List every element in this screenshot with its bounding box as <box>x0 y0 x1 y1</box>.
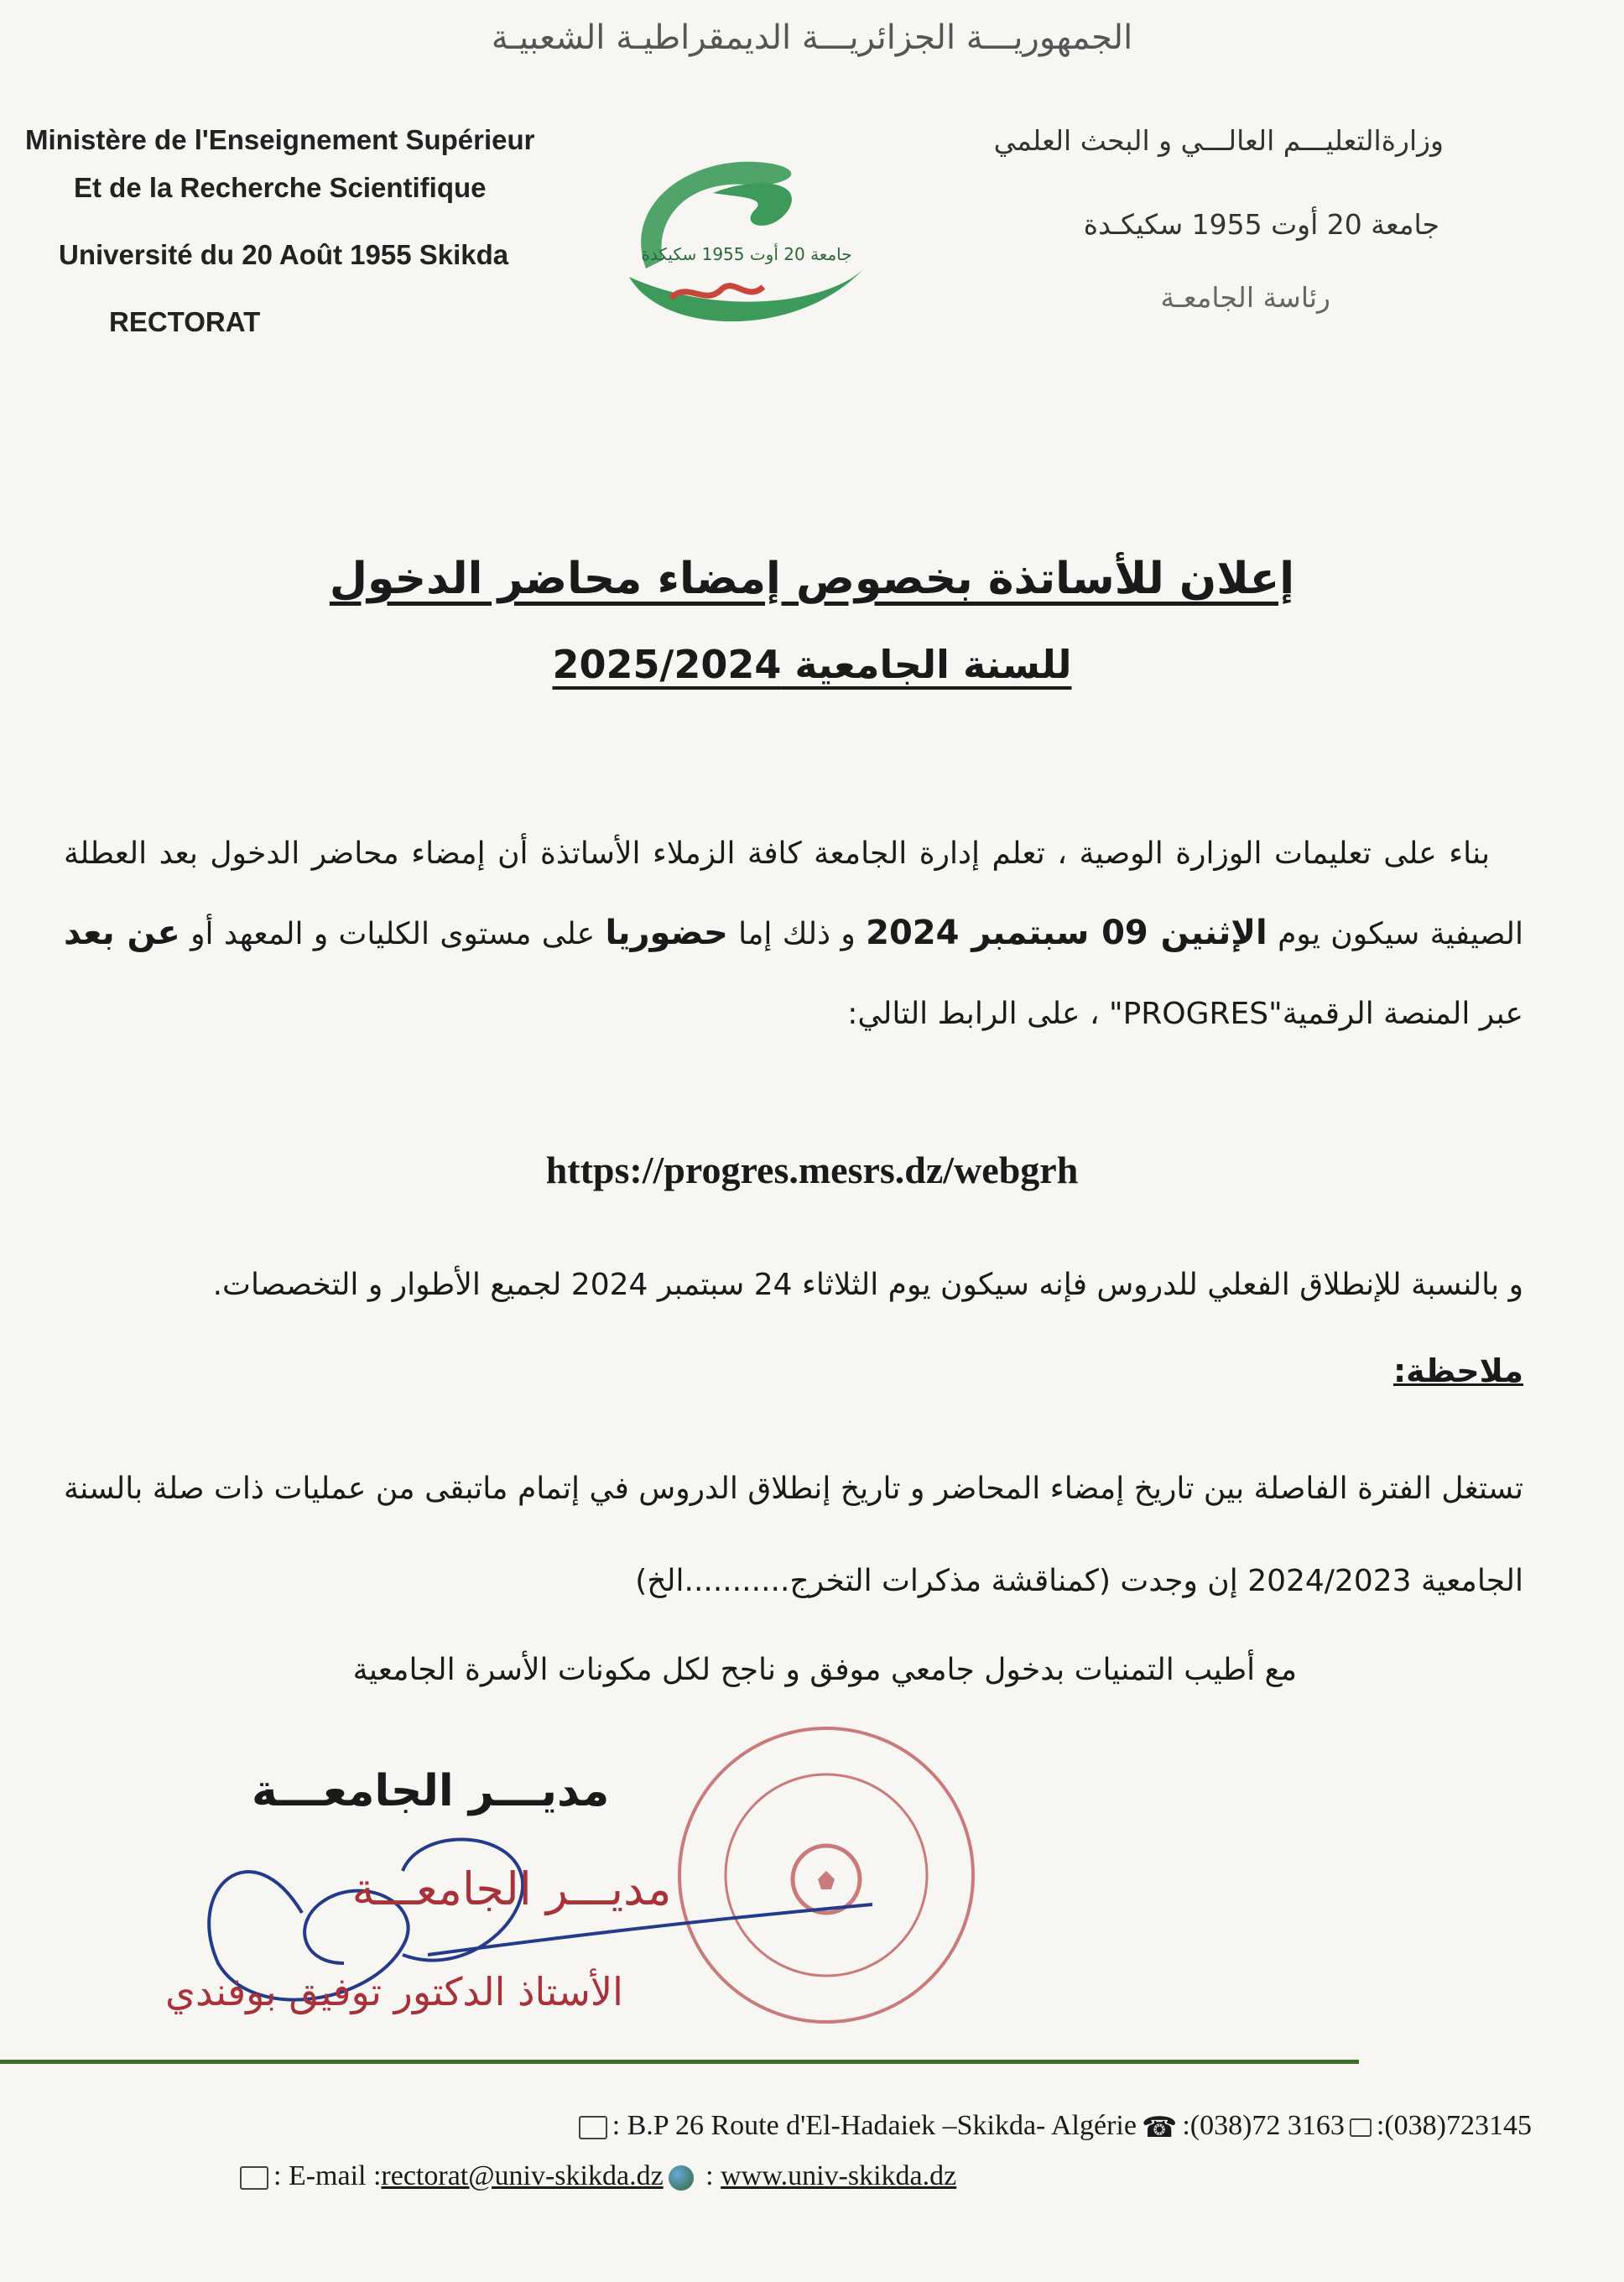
website-link[interactable]: www.univ-skikda.dz <box>721 2160 957 2191</box>
announcement-title: إعلان للأساتذة بخصوص إمضاء محاضر الدخول <box>329 554 1295 604</box>
presence-emphasis: حضوريا <box>605 914 728 952</box>
director-title: مديـــر الجامعـــة <box>252 1766 610 1816</box>
note-text: تستغل الفترة الفاصلة بين تاريخ إمضاء المحاضر و تاريخ إنطلاق الدروس في إتمام ماتبقى من عمليات ذات صلة بالسنة الجامعية 2024/2023 إن وجدت (كمناقشة مذكرات التخرج...........الخ) <box>64 1472 1523 1598</box>
note-label: ملاحظة: <box>1392 1352 1523 1389</box>
email-label: : E-mail : <box>273 2160 382 2191</box>
fax-text: :(038)723145 <box>1376 2110 1532 2141</box>
rectorat-label: RECTORAT <box>109 306 261 337</box>
address-icon <box>579 2116 607 2139</box>
rectorat-ar-line: رئاسة الجامعـة <box>1160 281 1330 314</box>
date-emphasis: الإثنين 09 سبتمبر 2024 <box>866 914 1267 952</box>
email-icon <box>240 2166 268 2190</box>
globe-icon <box>669 2165 694 2191</box>
phone-text: :(038)72 3163 <box>1182 2110 1345 2141</box>
progres-link[interactable]: https://progres.mesrs.dz/webgrh <box>545 1149 1079 1191</box>
footer-online-line <box>235 2160 956 2192</box>
ministry-fr-line-1: Ministère de l'Enseignement Supérieur <box>25 124 535 155</box>
fax-icon <box>1350 2118 1372 2137</box>
university-ar-line: جامعة 20 أوت 1955 سكيكـدة <box>1083 208 1439 241</box>
handwritten-signature <box>151 1795 906 2047</box>
ministry-ar-line: وزارةالتعليـــم العالـــي و البحث العلمي <box>993 124 1444 157</box>
footer-rule <box>0 2060 1359 2064</box>
paragraph-classes-start: و بالنسبة للإنطلاق الفعلي للدروس فإنه سيكون يوم الثلاثاء 24 سبتمبر 2024 لجميع الأطوار و التخصصات. <box>212 1268 1523 1302</box>
handwritten-title: مديـــر الجامعـــة <box>351 1863 672 1915</box>
wishes-text: مع أطيب التمنيات بدخول جامعي موفق و ناجح لكل مكونات الأسرة الجامعية <box>352 1653 1297 1687</box>
director-name: الأستاذ الدكتور توفيق بوفندي <box>165 1969 623 2014</box>
paragraph-main: بناء على تعليمات الوزارة الوصية ، تعلم إدارة الجامعة كافة الزملاء الأساتذة أن إمضاء محاضر الدخول بعد العطلة الصيفية سيكون يوم الإثنين 09 سبتمبر 2024 و ذلك إما حضوريا على مستوى الكليات و المعهد أو عن بعد عبر المنصة الرقمية"PROGRES" ، على الرابط التالي: <box>64 836 1523 1031</box>
university-fr-line: Université du 20 Août 1955 Skikda <box>59 239 509 270</box>
announcement-subtitle: للسنة الجامعية 2025/2024 <box>552 642 1072 687</box>
address-text: : B.P 26 Route d'El-Hadaiek –Skikda- Algérie <box>612 2110 1137 2141</box>
phone-icon: ☎ <box>1141 2113 1178 2144</box>
footer-contact-line <box>574 2110 1532 2144</box>
email-link[interactable]: rectorat@univ-skikda.dz <box>381 2160 664 2191</box>
logo-text: جامعة 20 أوت 1955 سكيكدة <box>641 244 852 264</box>
republic-heading: الجمهوريـــة الجزائريـــة الديمقراطيـة الشعبيـة <box>491 18 1133 57</box>
university-logo <box>612 143 881 344</box>
web-label: : <box>698 2160 721 2191</box>
remote-emphasis: عن بعد <box>64 914 180 952</box>
ministry-fr-line-2: Et de la Recherche Scientifique <box>74 172 487 203</box>
